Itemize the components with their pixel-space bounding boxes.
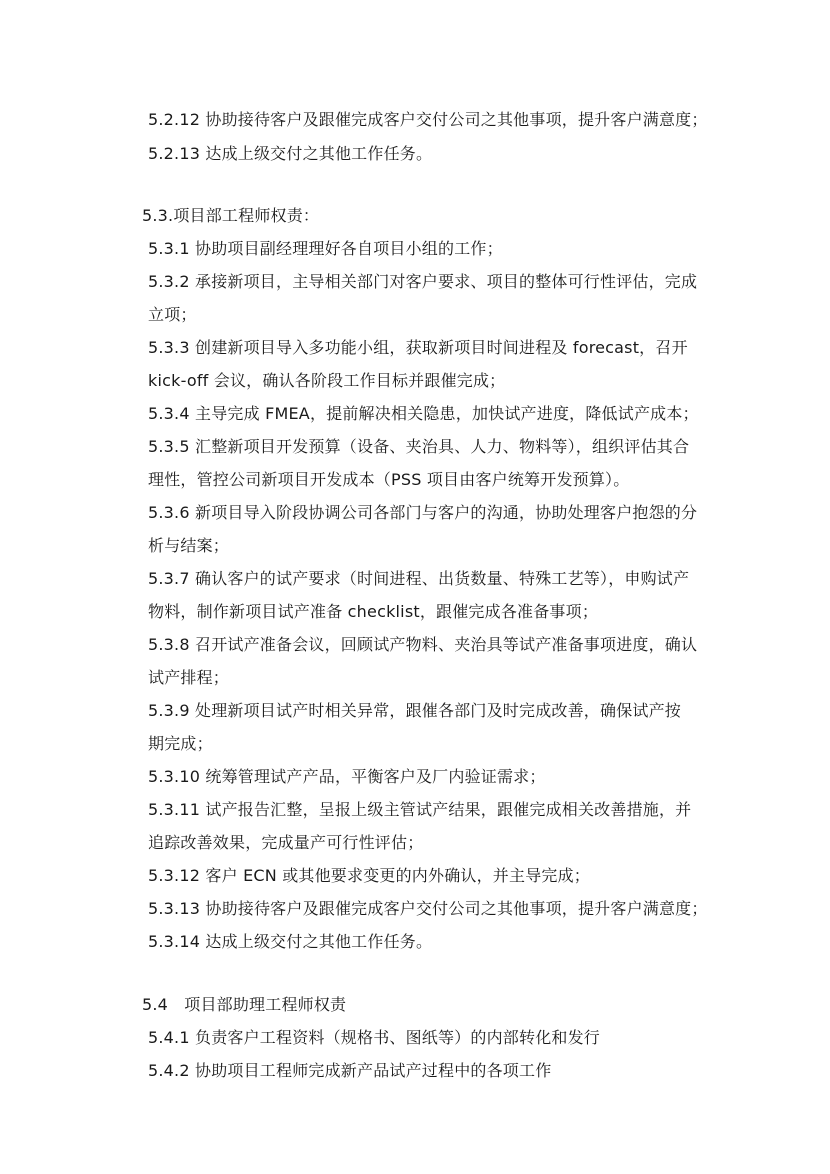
paragraph-line: 试产排程； [148, 668, 230, 687]
paragraph-line: 5.3.10 统筹管理试产产品，平衡客户及厂内验证需求； [148, 767, 546, 786]
paragraph-line: 5.3.7 确认客户的试产要求（时间进程、出货数量、特殊工艺等），申购试产 [148, 569, 690, 588]
paragraph-line: 5.3.13 协助接待客户及跟催完成客户交付公司之其他事项，提升客户满意度； [148, 899, 708, 918]
paragraph-line: 5.3.5 汇整新项目开发预算（设备、夹治具、人力、物料等），组织评估其合 [148, 437, 690, 456]
paragraph-line: 5.3.8 召开试产准备会议，回顾试产物料、夹治具等试产准备事项进度，确认 [148, 635, 698, 654]
paragraph-line: 5.3.1 协助项目副经理理好各自项目小组的工作； [148, 239, 503, 258]
watermark: ​ [292, 1055, 368, 1130]
paragraph-line: 理性，管控公司新项目开发成本（PSS 项目由客户统筹开发预算）。 [148, 470, 630, 489]
paragraph-line: 5.3.3 创建新项目导入多功能小组，获取新项目时间进程及 forecast，召开 [148, 338, 688, 357]
paragraph-line: 5.4.2 协助项目工程师完成新产品试产过程中的各项工作 [148, 1061, 552, 1080]
paragraph-line: 期完成； [148, 734, 213, 753]
paragraph-line: 5.3.9 处理新项目试产时相关异常，跟催各部门及时完成改善，确保试产按 [148, 701, 681, 720]
paragraph-line: 5.2.12 协助接待客户及跟催完成客户交付公司之其他事项，提升客户满意度； [148, 110, 708, 129]
paragraph-line: 物料，制作新项目试产准备 checklist，跟催完成各准备事项； [148, 602, 599, 621]
paragraph-line: 5.3.11 试产报告汇整，呈报上级主管试产结果，跟催完成相关改善措施，并 [148, 800, 692, 819]
paragraph-line: 5.3.6 新项目导入阶段协调公司各部门与客户的沟通，协助处理客户抱怨的分 [148, 503, 698, 522]
paragraph-line: 5.3.12 客户 ECN 或其他要求变更的内外确认，并主导完成； [148, 866, 590, 885]
paragraph-line: 5.3.4 主导完成 FMEA，提前解决相关隐患，加快试产进度，降低试产成本； [148, 404, 699, 423]
paragraph-line: kick-off 会议，确认各阶段工作目标并跟催完成； [148, 371, 506, 390]
paragraph-line: 5.4.1 负责客户工程资料（规格书、图纸等）的内部转化和发行 [148, 1028, 600, 1047]
paragraph-line: 追踪改善效果，完成量产可行性评估； [148, 833, 424, 852]
paragraph-line: 5.3.2 承接新项目，主导相关部门对客户要求、项目的整体可行性评估，完成 [148, 272, 698, 291]
watermark: ​ [352, 315, 428, 390]
section-heading: 5.4 项目部助理工程师权责 [142, 995, 347, 1014]
paragraph-line: 析与结案； [148, 536, 230, 555]
section-heading: 5.3.项目部工程师权责： [142, 206, 320, 225]
paragraph-line: 5.2.13 达成上级交付之其他工作任务。 [148, 144, 433, 163]
paragraph-line: 立项； [148, 305, 197, 324]
paragraph-line: 5.3.14 达成上级交付之其他工作任务。 [148, 932, 433, 951]
